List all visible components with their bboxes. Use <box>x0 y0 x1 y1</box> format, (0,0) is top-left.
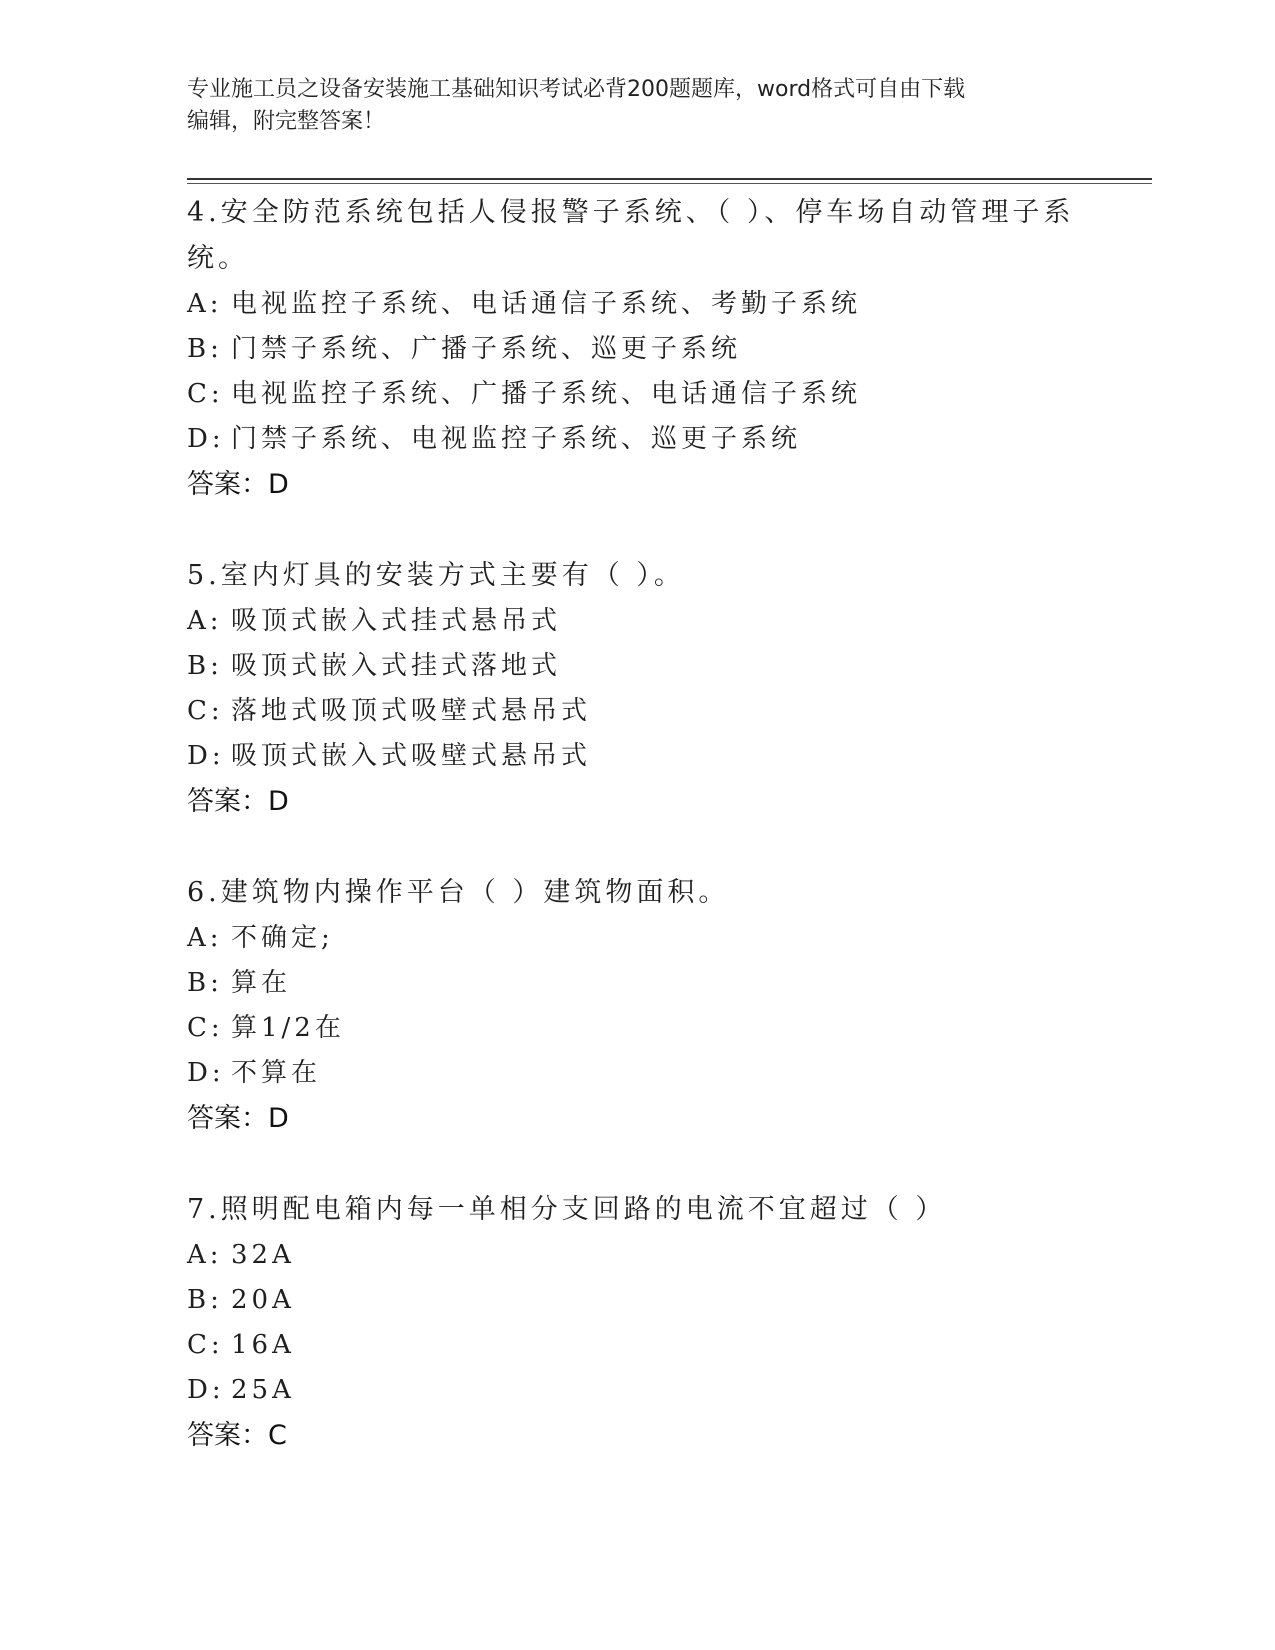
option-a <box>187 916 1087 961</box>
header-line-2: 编辑，附完整答案！ <box>187 109 386 134</box>
option-text: 不算在 <box>231 1058 322 1088</box>
option-key: A: <box>187 1240 223 1270</box>
option-b <box>187 644 1087 689</box>
option-key: B: <box>187 968 223 998</box>
option-d <box>187 417 1087 462</box>
question-7 <box>187 1187 1087 1459</box>
option-text: 门禁子系统、电视监控子系统、巡更子系统 <box>231 424 802 454</box>
option-text: 32A <box>231 1240 295 1270</box>
option-key: C: <box>187 696 224 726</box>
question-4 <box>187 190 1087 508</box>
option-d <box>187 1368 1087 1413</box>
option-b <box>187 961 1087 1006</box>
option-key: B: <box>187 334 223 364</box>
option-text: 算1/2在 <box>231 1013 345 1043</box>
option-a <box>187 282 1087 327</box>
option-key: D: <box>187 1375 225 1405</box>
option-c <box>187 1323 1087 1368</box>
option-text: 电视监控子系统、广播子系统、电话通信子系统 <box>231 379 862 409</box>
option-key: C: <box>187 1013 224 1043</box>
option-c <box>187 1006 1087 1051</box>
option-text: 电视监控子系统、电话通信子系统、考勤子系统 <box>231 289 862 319</box>
option-text: 吸顶式嵌入式挂式悬吊式 <box>231 606 562 636</box>
option-text: 落地式吸顶式吸壁式悬吊式 <box>231 696 592 726</box>
option-b <box>187 1278 1087 1323</box>
option-text: 吸顶式嵌入式挂式落地式 <box>231 651 562 681</box>
option-key: B: <box>187 1285 223 1315</box>
option-key: C: <box>187 379 224 409</box>
header-divider <box>187 178 1152 180</box>
answer-line: 答案：D <box>187 469 289 500</box>
option-text: 20A <box>231 1285 295 1315</box>
option-key: D: <box>187 741 225 771</box>
option-text: 吸顶式嵌入式吸壁式悬吊式 <box>231 741 592 771</box>
option-key: A: <box>187 923 223 953</box>
option-c <box>187 689 1087 734</box>
option-d <box>187 734 1087 779</box>
option-key: D: <box>187 424 225 454</box>
header-divider-thin <box>187 183 1152 184</box>
question-stem: 4.安全防范系统包括人侵报警子系统、（ ）、停车场自动管理子系统。 <box>187 197 1075 274</box>
option-key: D: <box>187 1058 225 1088</box>
document-header <box>187 74 1087 138</box>
option-b <box>187 327 1087 372</box>
option-text: 算在 <box>231 968 292 998</box>
question-stem: 5.室内灯具的安装方式主要有（ ）。 <box>187 560 685 591</box>
option-a <box>187 1233 1087 1278</box>
answer-line: 答案：D <box>187 1103 289 1134</box>
header-line-1: 专业施工员之设备安装施工基础知识考试必背200题题库，word格式可自由下载 <box>187 77 966 102</box>
option-a <box>187 599 1087 644</box>
option-key: A: <box>187 289 223 319</box>
question-5 <box>187 553 1087 825</box>
question-list <box>187 190 1087 1504</box>
option-key: C: <box>187 1330 224 1360</box>
option-key: B: <box>187 651 223 681</box>
option-text: 门禁子系统、广播子系统、巡更子系统 <box>231 334 742 364</box>
option-c <box>187 372 1087 417</box>
option-text: 不确定; <box>231 923 334 953</box>
answer-line: 答案：D <box>187 786 289 817</box>
option-text: 25A <box>231 1375 295 1405</box>
option-text: 16A <box>231 1330 295 1360</box>
question-6 <box>187 870 1087 1142</box>
question-stem: 6.建筑物内操作平台（ ）建筑物面积。 <box>187 877 730 908</box>
answer-line: 答案：C <box>187 1420 287 1451</box>
option-d <box>187 1051 1087 1096</box>
option-key: A: <box>187 606 223 636</box>
question-stem: 7.照明配电箱内每一单相分支回路的电流不宜超过（ ） <box>187 1194 947 1225</box>
